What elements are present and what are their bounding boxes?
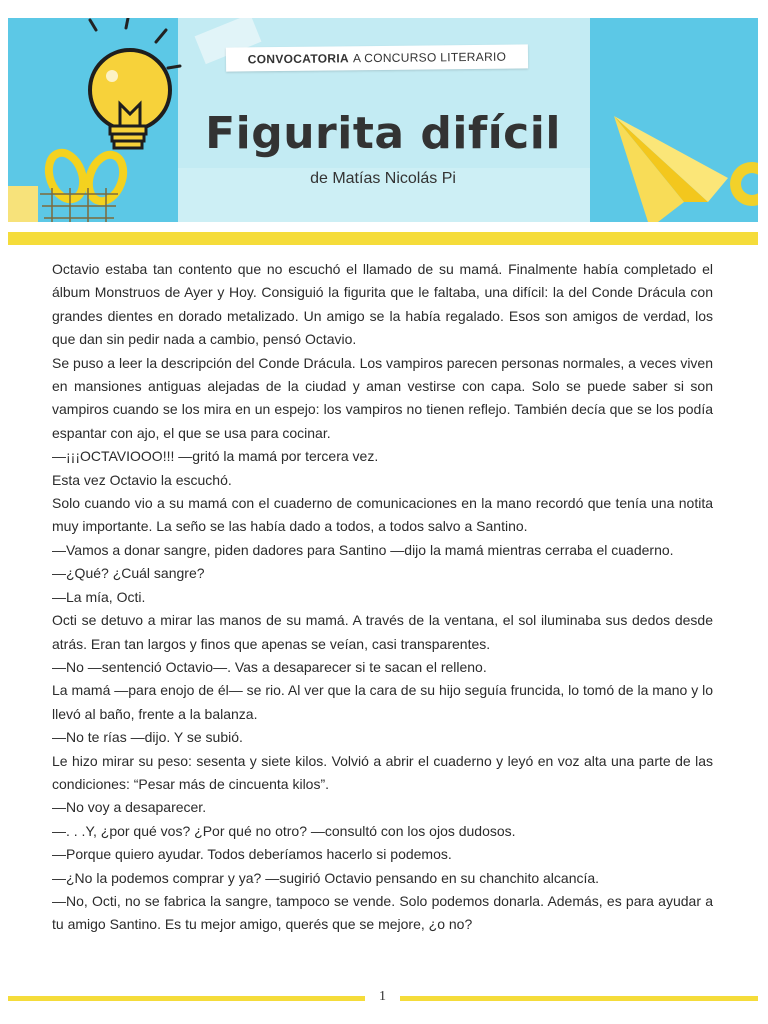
story-paragraph: —Porque quiero ayudar. Todos deberíamos hacerlo si podemos.	[52, 846, 452, 863]
story-paragraph: La mamá —para enojo de él— se rio. Al ver que la cara de su hijo seguía fruncida, lo tomó de la mano y lo llevó al baño, frente a la balanza.	[52, 682, 713, 722]
story-paragraph: Octi se detuvo a mirar las manos de su mamá. A través de la ventana, el sol iluminaba sus dedos desde atrás. Eran tan largos y finos que apenas se veían, casi transparentes.	[52, 612, 713, 652]
story-paragraph: —¿No la podemos comprar y ya? —sugirió Octavio pensando en su chanchito alcancía.	[52, 869, 600, 886]
header-divider	[8, 232, 758, 245]
story-paragraph: —No voy a desaparecer.	[52, 799, 207, 816]
footer-line-left	[8, 996, 365, 1001]
tag-rest-text: A CONCURSO LITERARIO	[352, 49, 507, 66]
story-paragraph: —No —sentenció Octavio—. Vas a desaparecer si te sacan el relleno.	[52, 658, 487, 675]
story-paragraph: Le hizo mirar su peso: sesenta y siete kilos. Volvió a abrir el cuaderno y leyó en voz alta una parte de las condiciones: “Pesar más de cincuenta kilos”.	[52, 752, 713, 792]
tag-bold-text: CONVOCATORIA	[247, 51, 349, 67]
story-paragraph: —¡¡¡OCTAVIOOO!!! —gritó la mamá por tercera vez.	[52, 448, 379, 465]
story-author: de Matías Nicolás Pi	[310, 170, 456, 187]
header-banner	[8, 18, 758, 222]
story-title: Figurita difícil	[205, 108, 561, 159]
page-number: 1	[379, 989, 386, 1004]
story-body	[52, 258, 713, 937]
story-paragraph: —¿Qué? ¿Cuál sangre?	[52, 565, 205, 582]
contest-tag	[226, 44, 528, 71]
story-paragraph: Solo cuando vio a su mamá con el cuaderno de comunicaciones en la mano recordó que tenía una notita muy importante. La seño se las había dado a todos, a todos salvo a Santino.	[52, 495, 713, 535]
story-paragraph: —Vamos a donar sangre, piden dadores para Santino —dijo la mamá mientras cerraba el cuaderno.	[52, 541, 674, 558]
story-paragraph: Se puso a leer la descripción del Conde Drácula. Los vampiros parecen personas normales, a veces viven en mansiones antiguas alejadas de la ciudad y aman vestirse con capa. Solo se puede saber si son vampiros cuando se los mira en un espejo: los vampiros no tienen reflejo. También decía que se los podía espantar con ajo, el que se usa para cocinar.	[52, 354, 713, 441]
story-paragraph: —La mía, Octi.	[52, 588, 146, 605]
story-paragraph: —No, Octi, no se fabrica la sangre, tampoco se vende. Solo podemos donarla. Además, es para ayudar a tu amigo Santino. Es tu mejor amigo, querés que se mejore, ¿o no?	[52, 892, 713, 933]
footer-line-right	[400, 996, 758, 1001]
story-paragraph: —No te rías —dijo. Y se subió.	[52, 729, 243, 746]
story-paragraph: —. . .Y, ¿por qué vos? ¿Por qué no otro? —consultó con los ojos dudosos.	[52, 822, 516, 839]
story-paragraph: Esta vez Octavio la escuchó.	[52, 471, 232, 488]
story-paragraph: Octavio estaba tan contento que no escuchó el llamado de su mamá. Finalmente había completado el álbum Monstruos de Ayer y Hoy. Consiguió la figurita que le faltaba, una difícil: la del Conde Drácula con grandes dientes en dorado metalizado. Un amigo se la había regalado. Esos son amigos de verdad, los que dan sin pedir nada a cambio, pensó Octavio.	[52, 261, 713, 348]
